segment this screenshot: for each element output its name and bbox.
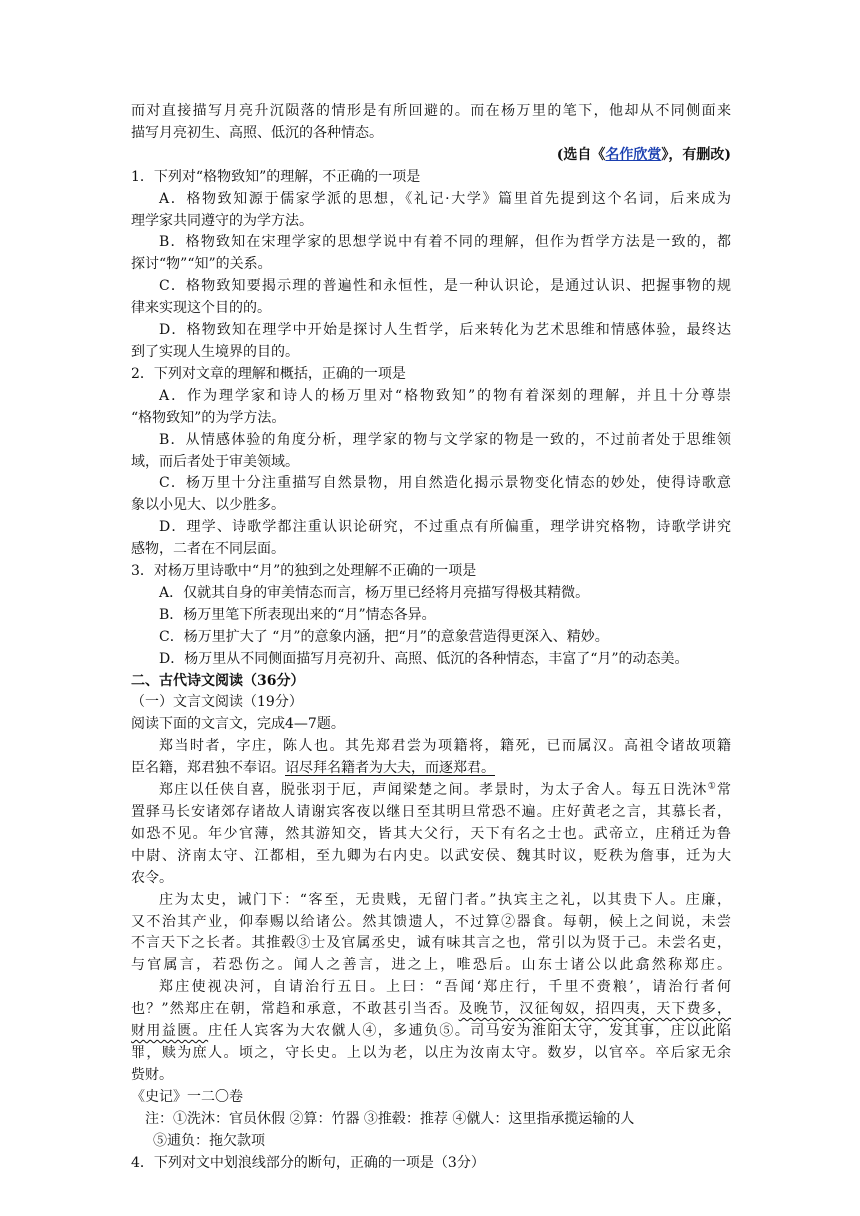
question-3-option-a: A．仅就其自身的审美情态而言，杨万里已经将月亮描写得极其精微。 — [159, 584, 590, 601]
passage-line: 与官属言，若恐伤之。闻人之善言，进之上，唯恐后。山东士诸公以此翕然称郑庄。 — [131, 957, 731, 974]
passage-line: 罪，赎为庶人。顷之，守长史。上以为老，以庄为汝南太守。数岁，以官卒。卒后家无余 — [131, 1044, 731, 1061]
passage-line: 赀财。 — [131, 1066, 173, 1083]
question-1-option-d: D．格物致知在理学中开始是探讨人生哲学，后来转化为艺术思维和情感体验，最终达 — [159, 322, 731, 339]
footnote-marker: ① — [707, 781, 717, 792]
passage-text: 庄任人宾客为大农僦人④，多逋负⑤。司马安为淮阳太守，发其事，庄以此陷 — [208, 1023, 732, 1040]
question-3-option-c: C．杨万里扩大了 “月”的意象内涵，把“月”的意象营造得更深入、精妙。 — [159, 628, 609, 645]
passage-line: 中尉、济南太守、江都相，至九卿为右内史。以武安侯、魏其时议，贬秩为詹事，迁为大 — [131, 847, 731, 864]
passage-text: 常 — [717, 782, 731, 799]
question-2-option-d: D．理学、诗歌学都注重认识论研究，不过重点有所偏重，理学讲究格物，诗歌学讲究 — [159, 519, 731, 536]
annotation-notes: 注：①洗沐：官员休假 ②算：竹器 ③推毂：推荐 ④僦人：这里指承揽运输的人 — [145, 1110, 635, 1127]
passage-line — [131, 758, 731, 780]
passage-line — [131, 780, 731, 802]
question-4-stem: 4．下列对文中划浪线部分的断句，正确的一项是（3分） — [131, 1154, 485, 1171]
question-2-stem: 2．下列对文章的理解和概括，正确的一项是 — [131, 365, 406, 382]
passage-line: 不言天下之长者。其推毂③士及官属丞史，诚有味其言之也，常引以为贤于己。未尝名吏， — [131, 935, 731, 952]
question-2-option-a: A．作为理学家和诗人的杨万里对“格物致知”的物有着深刻的理解，并且十分尊崇 — [159, 387, 731, 404]
intro-line: 而对直接描写月亮升沉陨落的情形是有所回避的。而在杨万里的笔下，他却从不同侧面来 — [131, 103, 731, 119]
question-1-option-c-cont: 律来实现这个目的的。 — [131, 300, 271, 317]
question-2-option-c: C．杨万里十分注重描写自然景物，用自然造化揭示景物变化情态的妙处，使得诗歌意 — [159, 475, 731, 492]
document-page — [131, 101, 731, 1174]
question-2-option-c-cont: 象以小见大、以少胜多。 — [131, 497, 285, 514]
question-2-option-d-cont: 感物，二者在不同层面。 — [131, 541, 285, 558]
passage-line: 农令。 — [131, 869, 173, 886]
underlined-sentence: 诏尽拜名籍者为大夫，而逐郑君。 — [285, 760, 495, 777]
source-link[interactable]: 名作欣赏 — [605, 146, 662, 163]
passage-line: 郑当时者，字庄，陈人也。其先郑君尝为项籍将，籍死，已而属汉。高祖令诸故项籍 — [159, 738, 731, 755]
passage-text: 也？”然郑庄在朝，常趋和承意，不敢甚引当否。 — [131, 1001, 459, 1018]
question-1-option-c: C．格物致知要揭示理的普遍性和永恒性，是一种认识论，是通过认识、把握事物的规 — [159, 278, 731, 295]
annotation-notes: ⑤逋负：拖欠款项 — [153, 1132, 265, 1149]
subsection-title: （一）文言文阅读（19分） — [131, 694, 303, 711]
question-2-option-a-cont: “格物致知”的为学方法。 — [131, 409, 286, 426]
passage-line: 又不治其产业，仰奉赐以给诸公。然其馈遗人，不过算②器食。每朝，候上之间说，未尝 — [131, 913, 731, 930]
passage-line: 庄为太史，诫门下：“客至，无贵贱，无留门者。”执宾主之礼，以其贵下人。庄廉， — [159, 891, 731, 908]
section-title: 二、古代诗文阅读（36分） — [131, 672, 305, 689]
question-1-option-a: A．格物致知源于儒家学派的思想，《礼记·大学》篇里首先提到这个名词，后来成为 — [159, 190, 731, 207]
question-2-option-b-cont: 域，而后者处于审美领域。 — [131, 453, 299, 470]
question-3-option-d: D．杨万里从不同侧面描写月亮初升、高照、低沉的各种情态，丰富了“月”的动态美。 — [159, 650, 689, 667]
question-1-option-b: B．格物致知在宋理学家的思想学说中有着不同的理解，但作为哲学方法是一致的，都 — [159, 234, 731, 251]
question-1-option-b-cont: 探讨“物”“知”的关系。 — [131, 256, 272, 273]
passage-line: 郑庄使视决河，自请治行五日。上曰：“吾闻‘郑庄行，千里不赍粮’，请治行者何 — [159, 979, 731, 996]
passage-line: 如恐不见。年少官薄，然其游知交，皆其大父行，天下有名之士也。武帝立，庄稍迁为鲁 — [131, 825, 731, 842]
passage-text: 臣名籍，郑君独不奉诏。 — [131, 760, 285, 777]
passage-line — [131, 999, 731, 1021]
question-3-option-b: B．杨万里笔下所表现出来的“月”情态各异。 — [159, 606, 436, 623]
passage-text: 郑庄以任侠自喜，脱张羽于厄，声闻梁楚之间。孝景时，为太子舍人。每五日洗沐 — [159, 782, 708, 799]
passage-line — [131, 1021, 731, 1043]
question-1-stem: 1．下列对“格物致知”的理解，不正确的一项是 — [131, 168, 421, 185]
source-note — [131, 145, 731, 167]
question-1-option-d-cont: 到了实现人生境界的目的。 — [131, 343, 299, 360]
question-2-option-b: B．从情感体验的角度分析，理学家的物与文学家的物是一致的，不过前者处于思维领 — [159, 431, 731, 448]
wavy-underlined-sentence: 及晚节，汉征匈奴，招四夷，天下费多， — [458, 1001, 732, 1018]
intro-line: 描写月亮初生、高照、低沉的各种情态。 — [131, 124, 383, 141]
question-3-stem: 3．对杨万里诗歌中“月”的独到之处理解不正确的一项是 — [131, 563, 477, 580]
reading-instruction: 阅读下面的文言文，完成4—7题。 — [131, 716, 345, 733]
source-prefix: (选自《 — [556, 146, 606, 163]
source-suffix: 》，有删改) — [661, 146, 731, 163]
wavy-underlined-sentence: 财用益匮。 — [131, 1023, 209, 1040]
passage-line: 置驿马长安诸郊存诸故人请谢宾客夜以继日至其明旦常恐不遍。庄好黄老之言，其慕长者， — [131, 804, 731, 820]
citation: 《史记》一二〇卷 — [131, 1088, 243, 1105]
question-1-option-a-cont: 理学家共同遵守的为学方法。 — [131, 212, 313, 229]
